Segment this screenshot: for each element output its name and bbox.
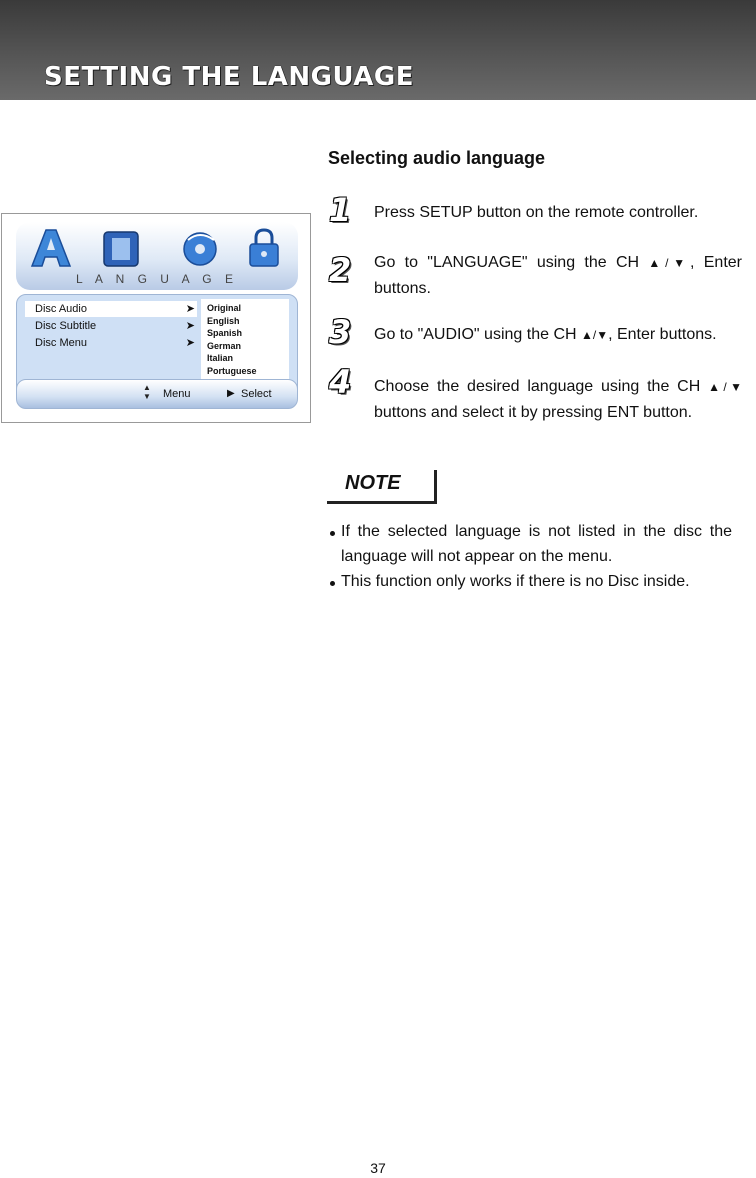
- note-item: [328, 519, 732, 569]
- menu-row-disc-subtitle[interactable]: [25, 318, 197, 334]
- ch-up-down-icon: ▲/▼: [708, 380, 742, 394]
- step-4-text-before: Choose the desired language using the CH: [374, 378, 709, 395]
- option-item[interactable]: Italian: [207, 353, 234, 363]
- menu-row-label: Disc Menu: [35, 337, 87, 349]
- step-text-4: [374, 374, 742, 425]
- note-box: [327, 470, 437, 504]
- page-title: SETTING THE LANGUAGE: [44, 62, 415, 92]
- menu-hint: Menu: [163, 388, 191, 400]
- select-hint: Select: [241, 388, 272, 400]
- menu-row-label: Disc Subtitle: [35, 320, 97, 332]
- menu-caption: L A N G U A G E: [76, 272, 238, 286]
- step-1-text: Press SETUP button on the remote controller.: [374, 204, 699, 221]
- step-2-text-before: Go to "LANGUAGE" using the CH: [374, 254, 649, 271]
- parental-lock-tab-icon: [242, 226, 292, 270]
- option-item[interactable]: Spanish: [207, 328, 243, 338]
- menu-bottom-bar: [16, 379, 298, 409]
- play-icon: ▶: [227, 388, 235, 399]
- step-number-4: 4: [329, 363, 352, 401]
- language-tab-icon: [26, 226, 76, 270]
- step-4-text-after: buttons and select it by pressing ENT button.: [374, 404, 693, 421]
- up-down-icon: ▲ ▼: [143, 383, 151, 401]
- step-text-3: [374, 322, 742, 348]
- bullet-icon: [330, 531, 335, 536]
- ch-up-down-icon: ▲/▼: [581, 328, 609, 342]
- ch-up-down-icon: ▲/▼: [648, 256, 691, 270]
- step-3-text-before: Go to "AUDIO" using the CH: [374, 326, 581, 343]
- bullet-icon: [330, 581, 335, 586]
- menu-icon-bar: [16, 222, 298, 290]
- step-number-2: 2: [329, 251, 352, 289]
- display-tab-icon: [98, 226, 148, 270]
- page-number: 37: [370, 1160, 386, 1176]
- step-text-1: [374, 200, 742, 225]
- section-title: Selecting audio language: [328, 148, 546, 168]
- step-2-text-after: , Enter buttons.: [374, 254, 743, 297]
- option-item[interactable]: Original: [207, 303, 242, 313]
- audio-disc-tab-icon: [176, 226, 226, 270]
- option-item[interactable]: Portuguese: [207, 365, 257, 376]
- menu-row-disc-menu[interactable]: [25, 335, 197, 351]
- step-text-2: [374, 250, 742, 301]
- step-number-3: 3: [329, 313, 352, 351]
- language-menu-screenshot: [1, 213, 311, 423]
- menu-row-disc-audio[interactable]: [25, 301, 197, 317]
- row-arrow-icon: ➤: [185, 303, 195, 315]
- row-arrow-icon: ➤: [185, 320, 195, 332]
- note-item-text: If the selected language is not listed in the disc the language will not appear on the menu.: [341, 523, 732, 565]
- menu-row-label: Disc Audio: [35, 303, 87, 315]
- note-item-text: This function only works if there is no Disc inside.: [341, 573, 690, 590]
- header-band: [0, 0, 756, 100]
- note-item: [328, 569, 732, 594]
- row-arrow-icon: ➤: [185, 337, 195, 349]
- option-item[interactable]: German: [207, 340, 242, 351]
- step-3-text-after: , Enter buttons.: [608, 326, 717, 343]
- note-label: NOTE: [345, 472, 401, 494]
- option-item[interactable]: English: [207, 315, 240, 326]
- step-number-1: 1: [329, 191, 352, 229]
